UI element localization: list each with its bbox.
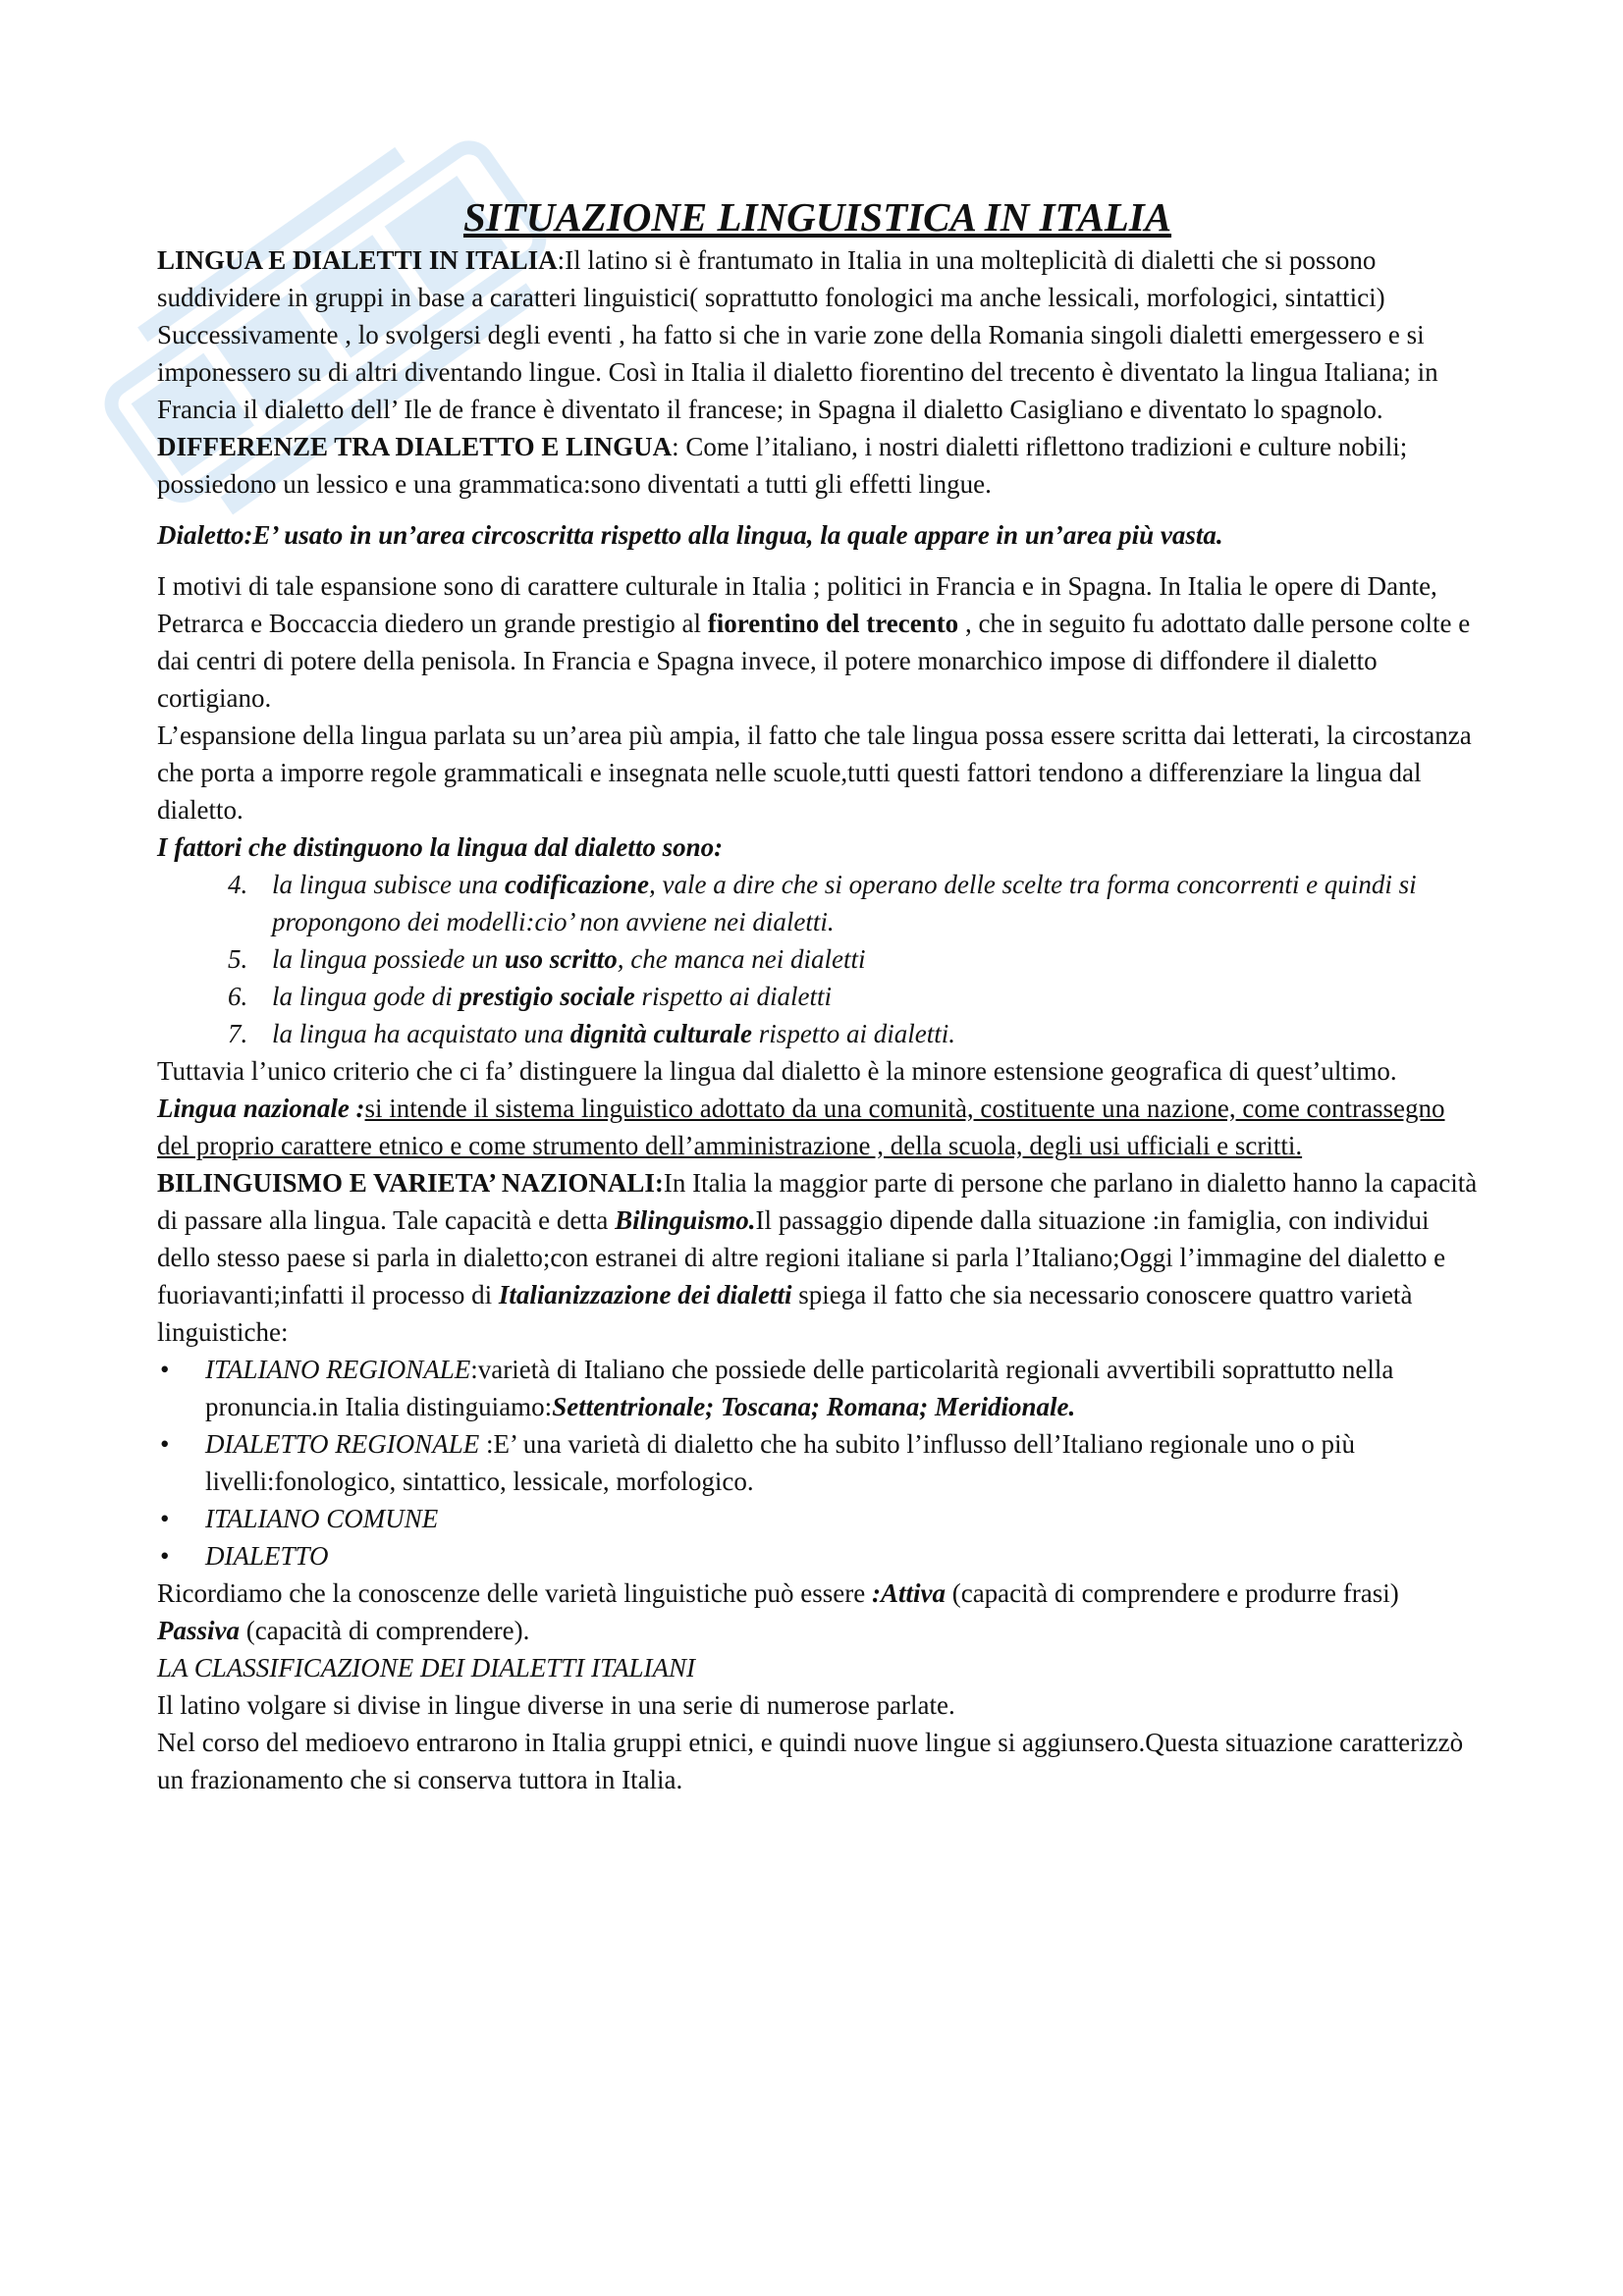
section-heading: BILINGUISMO E VARIETA’ NAZIONALI:	[157, 1168, 664, 1198]
factors-list	[157, 866, 1478, 1052]
paragraph-text: I motivi di tale espansione sono di carattere culturale in Italia ; politici in Francia e in Spagna. In Italia le opere di Dante, Petrarca e Boccaccia diedero un grande prestigio al	[157, 571, 1437, 638]
document-title: SITUAZIONE LINGUISTICA IN ITALIA	[462, 194, 1172, 240]
list-item: • DIALETTO	[205, 1537, 1478, 1575]
paragraph-latino-volgare: Il latino volgare si divise in lingue diverse in una serie di numerose parlate.	[157, 1690, 955, 1720]
list-item: 4. la lingua subisce una codificazione, vale a dire che si operano delle scelte tra forma concorrenti e quindi si propongono dei modelli:cio’ non avviene nei dialetti.	[254, 866, 1478, 940]
list-item: 7. la lingua ha acquistato una dignità culturale rispetto ai dialetti.	[254, 1015, 1478, 1052]
paragraph-medioevo: Nel corso del medioevo entrarono in Italia gruppi etnici, e quindi nuove lingue si aggiunsero.Questa situazione caratterizzò un frazionamento che si conserva tuttora in Italia.	[157, 1728, 1464, 1794]
list-item: 5. la lingua possiede un uso scritto, che manca nei dialetti	[254, 940, 1478, 978]
document-page	[157, 192, 1478, 1798]
varieties-list	[157, 1351, 1478, 1575]
list-item: • ITALIANO COMUNE	[205, 1500, 1478, 1537]
bullet-icon: •	[160, 1504, 170, 1533]
bullet-icon: •	[160, 1541, 170, 1571]
paragraph-text: , che in seguito fu adottato dalle persone colte e dai centri di potere della penisola. In Francia e Spagna invece, il potere monarchico impose di diffondere il dialetto cortigiano.	[157, 609, 1471, 713]
list-item: • ITALIANO REGIONALE:varietà di Italiano che possiede delle particolarità regionali avvertibili soprattutto nella pronuncia.in Italia distinguiamo:Settentrionale; Toscana; Romana; Meridionale.	[205, 1351, 1478, 1425]
section-heading: DIFFERENZE TRA DIALETTO E LINGUA	[157, 432, 673, 461]
paragraph-motivi	[157, 567, 1478, 717]
section-bilinguismo: BILINGUISMO E VARIETA’ NAZIONALI:In Italia la maggior parte di persone che parlano in dialetto hanno la capacità di passare alla lingua. Tale capacità e detta Bilinguismo.Il passaggio dipende dalla situazione :in famiglia, con individui dello stesso paese si parla in dialetto;con estranei di altre regioni italiane si parla l’Italiano;Oggi l’immagine del dialetto e fuoriavanti;infatti il processo di Italianizzazione dei dialetti spiega il fatto che sia necessario conoscere quattro varietà linguistiche:	[157, 1168, 1478, 1347]
bullet-icon: •	[160, 1429, 170, 1459]
paragraph-espansione: L’espansione della lingua parlata su un’area più ampia, il fatto che tale lingua possa essere scritta dai letterati, la circostanza che porta a imporre regole grammaticali e insegnata nelle scuole,tutti questi fattori tendono a differenziare la lingua dal dialetto.	[157, 721, 1472, 825]
factors-heading: I fattori che distinguono la lingua dal dialetto sono:	[157, 832, 724, 862]
paragraph-text: : Come l’italiano, i nostri dialetti riflettono tradizioni e culture nobili; possiedono un lessico e una grammatica:sono diventati a tutti gli effetti lingue.	[157, 432, 1408, 499]
bullet-icon: •	[160, 1355, 170, 1384]
paragraph-text: :Il latino si è frantumato in Italia in una molteplicità di dialetti che si possono suddividere in gruppi in base a caratteri linguistici( soprattutto fonologici ma anche lessicali, morfologici, sintattici)	[157, 245, 1385, 312]
paragraph-tuttavia: Tuttavia l’unico criterio che ci fa’ distinguere la lingua dal dialetto è la minore estensione geografica di quest’ultimo.	[157, 1056, 1397, 1086]
list-item: 6. la lingua gode di prestigio sociale rispetto ai dialetti	[254, 978, 1478, 1015]
definition-label: Lingua nazionale :	[157, 1094, 365, 1123]
section-heading: LINGUA E DIALETTI IN ITALIA	[157, 245, 558, 275]
definition-text: si intende il sistema linguistico adottato da una comunità, costituente una nazione, come contrassegno del proprio carattere etnico e come strumento dell’amministrazione , della scuola, degli usi ufficiali e scritti.	[157, 1094, 1445, 1160]
dialetto-definition: Dialetto:E’ usato in un’area circoscritta rispetto alla lingua, la quale appare in un’area più vasta.	[157, 520, 1223, 550]
section-heading-classificazione: LA CLASSIFICAZIONE DEI DIALETTI ITALIANI	[157, 1653, 696, 1682]
list-item: • DIALETTO REGIONALE :E’ una varietà di dialetto che ha subito l’influsso dell’Italiano regionale uno o più livelli:fonologico, sintattico, lessicale, morfologico.	[205, 1425, 1478, 1500]
lingua-nazionale-definition	[157, 1090, 1478, 1164]
paragraph-successivamente: Successivamente , lo svolgersi degli eventi , ha fatto si che in varie zone della Romania singoli dialetti emergessero e si imponessero su di altri diventando lingue. Così in Italia il dialetto fiorentino del trecento è diventato la lingua Italiana; in Francia il dialetto dell’ Ile de france è diventato il francese; in Spagna il dialetto Casigliano e diventato lo spagnolo.	[157, 320, 1438, 424]
paragraph-ricordiamo: Ricordiamo che la conoscenze delle varietà linguistiche può essere :Attiva (capacità di comprendere e produrre frasi) Passiva (capacità di comprendere).	[157, 1578, 1399, 1645]
bold-term: fiorentino del trecento	[707, 609, 959, 638]
section-lingua-dialetti	[157, 241, 1478, 316]
section-differenze	[157, 428, 1478, 503]
